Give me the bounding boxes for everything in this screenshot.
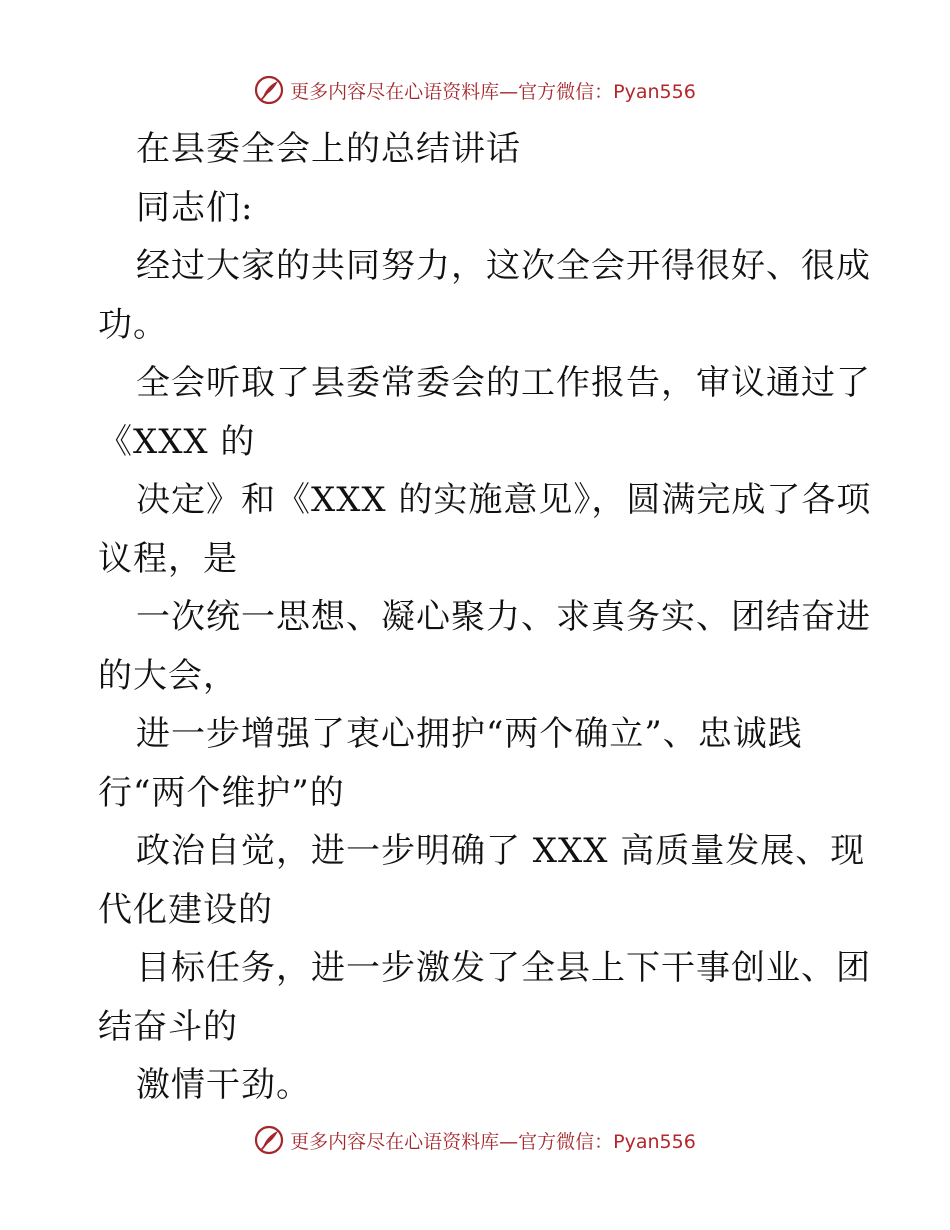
document-title: 在县委全会上的总结讲话 [136,129,521,169]
red-feather-quill-icon [254,75,284,105]
paragraph-line: 进一步增强了衷心拥护“两个确立”、忠诚践 [136,714,803,754]
paragraph-line: 激情干劲。 [136,1065,311,1105]
paragraph-line: 经过大家的共同努力，这次全会开得很好、很成 [136,246,871,286]
paragraph-line: 《XXX 的 [98,421,256,462]
header-wechat-id: Pyan556 [613,80,696,103]
header-watermark-text: 更多内容尽在心语资料库—官方微信：Pyan556 [290,80,696,103]
red-feather-quill-icon [254,1125,284,1155]
footer-watermark-banner [0,1120,950,1160]
paragraph-line: 目标任务，进一步激发了全县上下干事创业、团 [136,948,871,988]
paragraph-line: 全会听取了县委常委会的工作报告，审议通过了 [136,363,871,403]
document-body [98,120,872,1115]
header-watermark-banner [0,70,950,110]
paragraph-line: 一次统一思想、凝心聚力、求真务实、团结奋进 [136,597,871,637]
paragraph-line: 同志们: [136,187,254,228]
paragraph-line: 的大会， [98,655,238,696]
footer-watermark-text: 更多内容尽在心语资料库—官方微信：Pyan556 [290,1130,696,1153]
paragraph-line: 代化建设的 [98,889,273,930]
paragraph-line: 结奋斗的 [98,1006,238,1047]
paragraph-line: 政治自觉，进一步明确了 XXX 高质量发展、现 [136,831,866,871]
paragraph-line: 功。 [98,304,168,345]
paragraph-line: 决定》和《XXX 的实施意见》，圆满完成了各项 [136,480,872,520]
paragraph-line: 议程，是 [98,538,238,579]
paragraph-line: 行“两个维护”的 [98,772,345,813]
footer-wechat-id: Pyan556 [613,1130,696,1153]
